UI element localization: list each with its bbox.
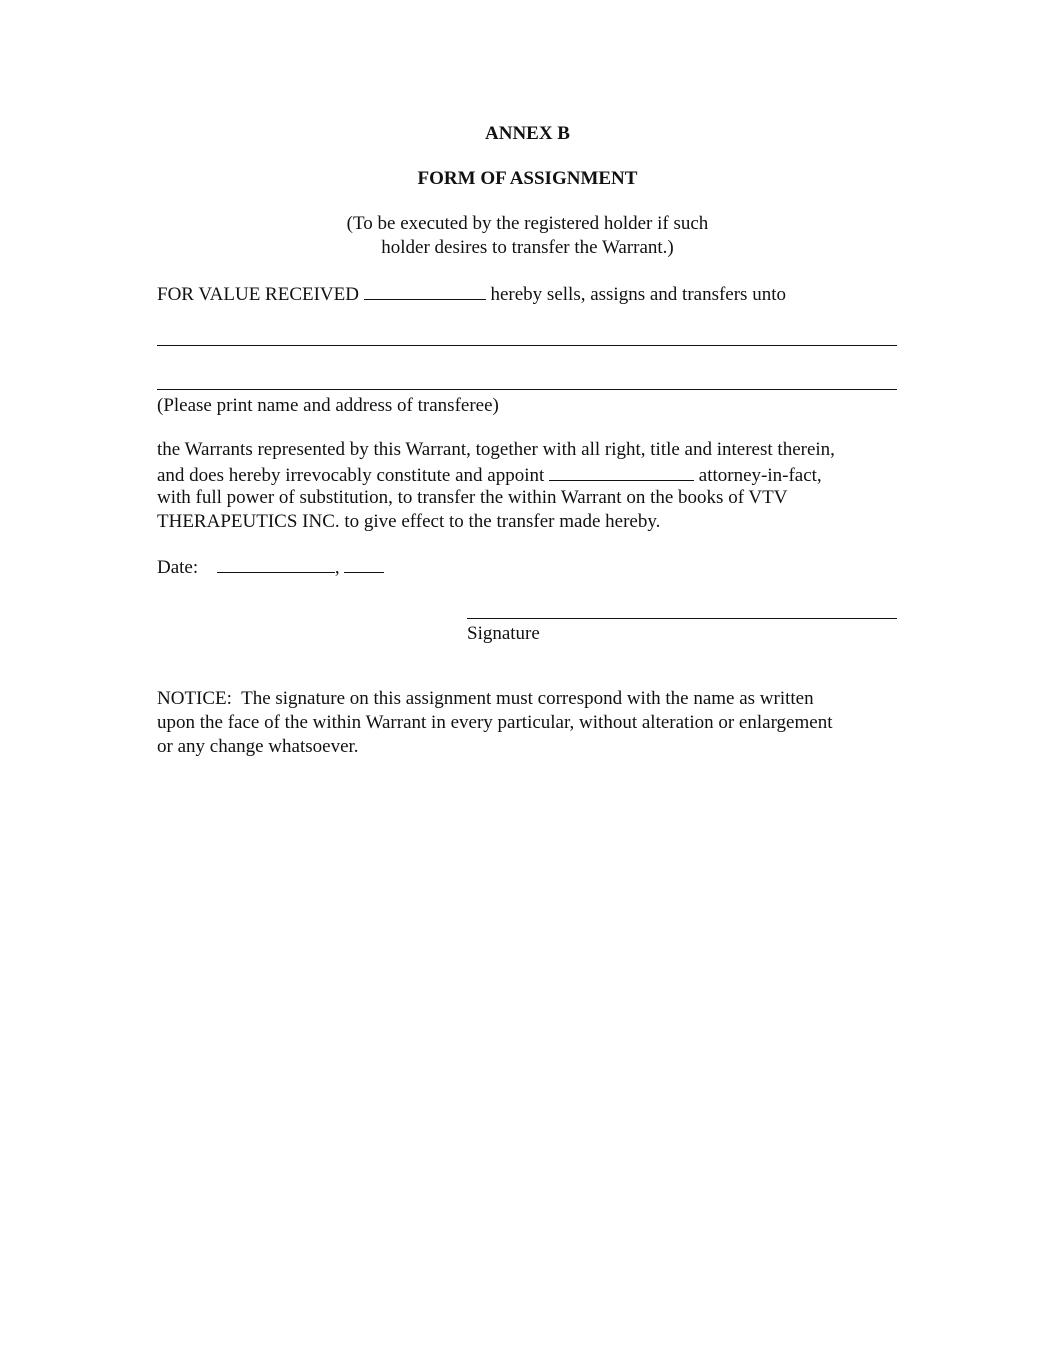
body-line-4: THERAPEUTICS INC. to give effect to the transfer made hereby. bbox=[157, 511, 661, 532]
body-line-2-prefix: and does hereby irrevocably constitute and appoint bbox=[157, 465, 545, 486]
body-line-2-suffix: attorney-in-fact, bbox=[698, 465, 822, 486]
value-received-prefix: FOR VALUE RECEIVED bbox=[157, 284, 359, 305]
body-line-2 bbox=[157, 462, 902, 486]
signature-line[interactable] bbox=[467, 618, 897, 619]
value-received-line bbox=[157, 281, 786, 307]
transferee-name-line[interactable] bbox=[157, 345, 897, 346]
date-month-day-blank[interactable] bbox=[217, 554, 335, 573]
instruction-line-1: (To be executed by the registered holder if such bbox=[346, 213, 709, 234]
signature-label: Signature bbox=[467, 623, 540, 644]
date-year-blank[interactable] bbox=[344, 554, 384, 573]
assignor-blank[interactable] bbox=[364, 281, 486, 300]
notice-line-1: NOTICE: The signature on this assignment must correspond with the name as written bbox=[157, 688, 814, 709]
transferee-caption: (Please print name and address of transferee) bbox=[157, 395, 499, 416]
value-received-suffix: hereby sells, assigns and transfers unto bbox=[490, 284, 786, 305]
date-label: Date: bbox=[157, 557, 199, 578]
assignment-body bbox=[157, 438, 902, 534]
body-line-3: with full power of substitution, to transfer the within Warrant on the books of VTV bbox=[157, 487, 788, 508]
transferee-address-line[interactable] bbox=[157, 389, 897, 390]
body-line-1: the Warrants represented by this Warrant, together with all right, title and interest therein, bbox=[157, 439, 835, 460]
notice-line-3: or any change whatsoever. bbox=[157, 736, 359, 757]
annex-title: ANNEX B bbox=[485, 123, 570, 144]
date-line bbox=[157, 554, 384, 580]
attorney-blank[interactable] bbox=[549, 462, 694, 481]
notice-line-2: upon the face of the within Warrant in every particular, without alteration or enlargement bbox=[157, 712, 833, 733]
form-title: FORM OF ASSIGNMENT bbox=[417, 168, 638, 189]
notice-paragraph bbox=[157, 687, 902, 759]
date-separator: , bbox=[334, 557, 340, 578]
instruction-line-2: holder desires to transfer the Warrant.) bbox=[381, 237, 674, 258]
